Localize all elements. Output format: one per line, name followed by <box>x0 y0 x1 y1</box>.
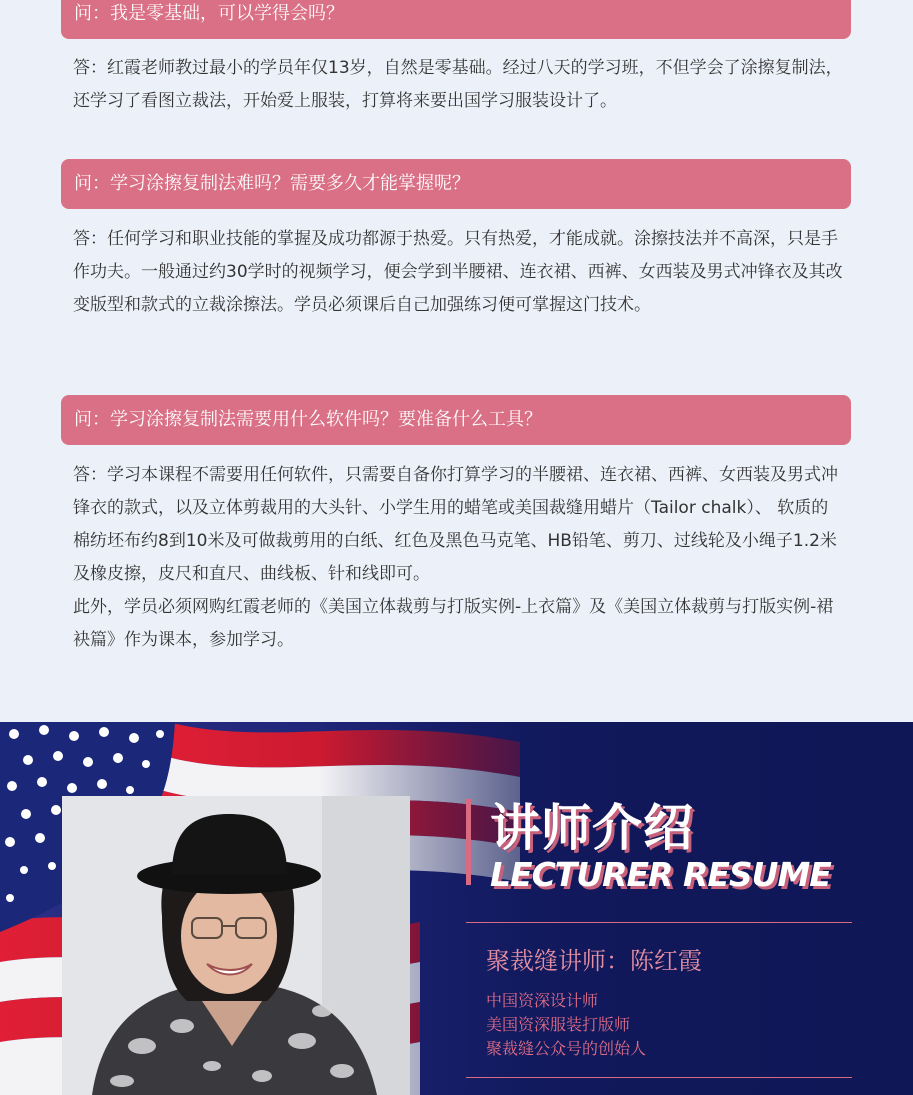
faq-answer-1 <box>73 52 845 118</box>
lecturer-name: 聚裁缝讲师：陈红霞 <box>486 947 702 975</box>
lecturer-section <box>0 722 913 1095</box>
bottom-divider <box>466 1077 852 1078</box>
lecturer-credential-1: 中国资深设计师 <box>486 991 599 1010</box>
faq-question-1: 问：我是零基础，可以学得会吗？ <box>61 0 851 39</box>
faq-answer-2-paragraph: 答：任何学习和职业技能的掌握及成功都源于热爱。只有热爱，才能成就。涂擦技法并不高深，只是手作功夫。一般通过约30学时的视频学习，便会学到半腰裙、连衣裙、西裤、女西装及男式冲锋衣及其改变版型和款式的立裁涂擦法。学员必须课后自己加强练习便可掌握这门技术。 <box>73 229 843 315</box>
lecturer-credential-2: 美国资深服装打版师 <box>486 1015 631 1034</box>
lecturer-photo <box>62 796 410 1095</box>
faq-answer-3-paragraph-1: 答：学习本课程不需要用任何软件，只需要自备你打算学习的半腰裙、连衣裙、西裤、女西装及男式冲锋衣的款式，以及立体剪裁用的大头针、小学生用的蜡笔或美国裁缝用蜡片（Tailor chalk）、 软质的棉纺坯布约8到10米及可做裁剪用的白纸、红色及黑色马克笔、HB铅笔、剪刀、过线轮及小绳子1.2米及橡皮擦，皮尺和直尺、曲线板、针和线即可。 <box>73 465 838 584</box>
faq-answer-1-paragraph: 答：红霞老师教过最小的学员年仅13岁，自然是零基础。经过八天的学习班，不但学会了涂擦复制法，还学习了看图立裁法，开始爱上服装，打算将来要出国学习服装设计了。 <box>73 58 843 111</box>
faq-question-3: 问：学习涂擦复制法需要用什么软件吗？要准备什么工具？ <box>61 395 851 445</box>
top-divider <box>466 922 852 923</box>
faq-answer-3 <box>73 459 845 657</box>
lecturer-title-cn: 讲师介绍 <box>490 799 694 857</box>
lecturer-credential-3: 聚裁缝公众号的创始人 <box>486 1039 647 1058</box>
lecturer-title-en: LECTURER RESUME <box>490 855 831 894</box>
title-accent-bar <box>466 799 471 885</box>
faq-answer-2 <box>73 223 845 322</box>
faq-question-2: 问：学习涂擦复制法难吗？需要多久才能掌握呢？ <box>61 159 851 209</box>
faq-answer-3-paragraph-2: 此外，学员必须网购红霞老师的《美国立体裁剪与打版实例-上衣篇》及《美国立体裁剪与打版实例-裙袂篇》作为课本，参加学习。 <box>73 597 834 650</box>
lecturer-portrait-image <box>62 796 410 1095</box>
